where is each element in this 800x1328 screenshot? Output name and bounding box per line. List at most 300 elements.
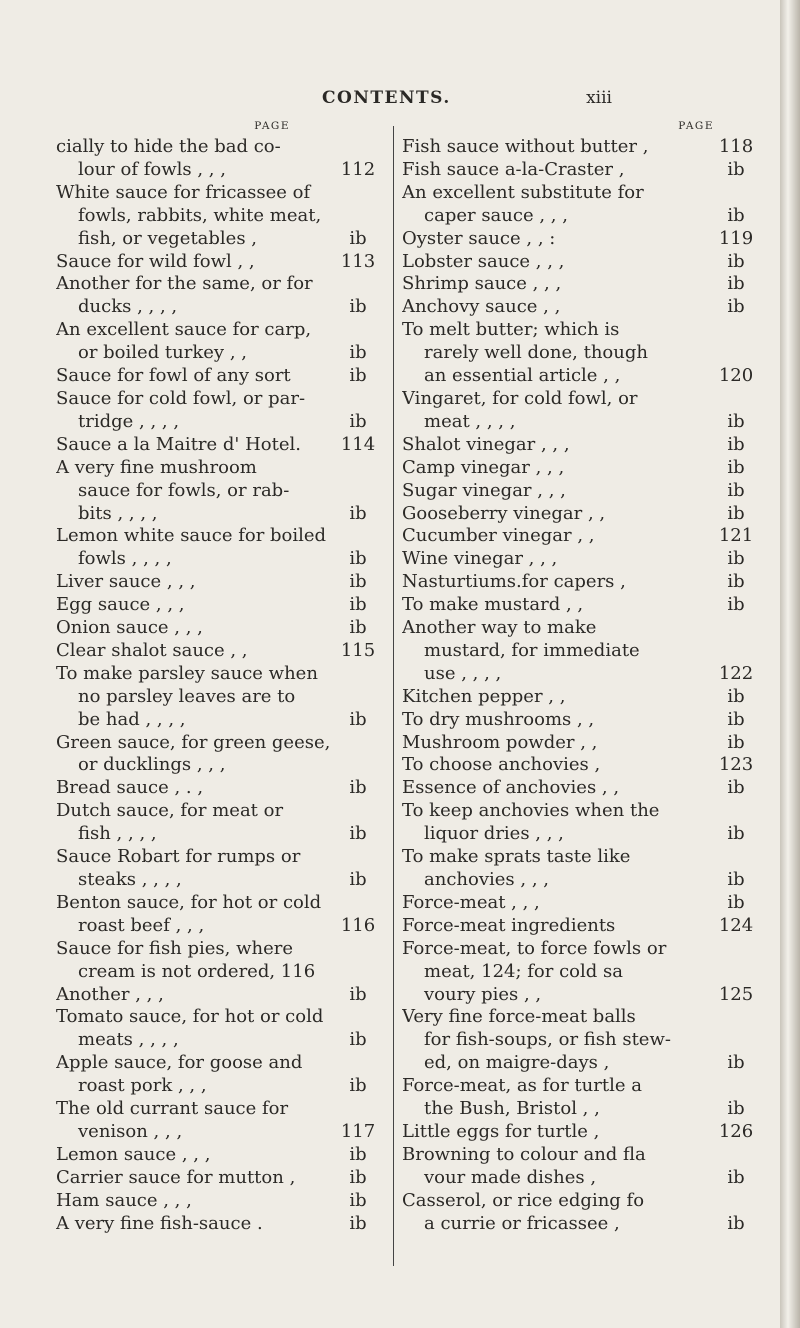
contents-entry xyxy=(402,480,772,503)
contents-entry xyxy=(402,846,772,892)
entry-page-number xyxy=(330,754,386,777)
entry-page-number: ib xyxy=(727,869,745,890)
contents-entry xyxy=(402,457,772,480)
contents-entry xyxy=(56,525,386,571)
contents-entry xyxy=(402,434,772,457)
entry-title-text: rarely well done, though xyxy=(424,342,648,364)
entry-line xyxy=(56,777,386,800)
entry-line xyxy=(402,365,772,388)
contents-entry-list xyxy=(402,136,772,1236)
entry-title-text: Force-meat , , , xyxy=(402,891,540,913)
entry-line xyxy=(56,571,386,594)
entry-line xyxy=(56,1190,386,1213)
contents-entry xyxy=(402,754,772,777)
entry-title-text: Cucumber vinegar , , xyxy=(402,525,595,547)
entry-page-number: ib xyxy=(727,891,745,913)
entry-page-number: ib xyxy=(349,571,367,593)
entry-page-number: ib xyxy=(349,365,367,387)
entry-line xyxy=(56,503,386,526)
entry-line xyxy=(56,136,386,159)
entry-title-text: Sauce for fish pies, where xyxy=(56,937,294,959)
entry-page-number: ib xyxy=(349,1143,367,1165)
entry-title-text: Very fine force-meat balls xyxy=(402,1006,636,1028)
contents-entry xyxy=(56,136,386,182)
entry-page-spacer xyxy=(700,1006,772,1029)
entry-title-text: White sauce for fricassee of xyxy=(56,181,311,203)
entry-title-text: use , , , , xyxy=(424,662,502,684)
entry-line xyxy=(56,525,386,548)
entry-page-number: 116 xyxy=(340,914,376,936)
contents-entry xyxy=(56,640,386,663)
contents-entry xyxy=(402,548,772,571)
entry-page-spacer xyxy=(700,388,772,411)
entry-line xyxy=(402,594,772,617)
running-head-page-number: xiii xyxy=(586,88,612,108)
contents-entry xyxy=(402,503,772,526)
entry-title-text: The old currant sauce for xyxy=(56,1098,289,1120)
contents-entry xyxy=(402,1144,772,1190)
entry-page-number: ib xyxy=(349,777,367,799)
contents-entry xyxy=(402,273,772,296)
entry-title-text: Clear shalot sauce , , xyxy=(56,639,248,661)
column-divider xyxy=(393,126,394,1266)
entry-line xyxy=(56,663,386,686)
entry-title-text: Sauce a la Maitre d' Hotel. xyxy=(56,433,301,455)
entry-title-text: anchovies , , , xyxy=(424,869,549,890)
entry-page-number: 126 xyxy=(718,1120,754,1142)
entry-title-text: Another for the same, or for xyxy=(56,273,313,295)
entry-page-number xyxy=(330,961,386,984)
entry-title-text: To melt butter; which is xyxy=(402,319,620,341)
entry-line xyxy=(402,457,772,480)
contents-entry xyxy=(402,228,772,251)
entry-title-text: voury pies , , xyxy=(424,983,542,1005)
entry-line xyxy=(56,273,386,296)
contents-entry xyxy=(56,1213,386,1236)
entry-title-text: Sauce for wild fowl , , xyxy=(56,250,255,272)
entry-title-text: Essence of anchovies , , xyxy=(402,777,620,799)
entry-page-number: ib xyxy=(349,617,367,639)
entry-page-number: ib xyxy=(727,594,745,616)
entry-line xyxy=(56,961,386,984)
entry-title-text: roast beef , , , xyxy=(78,914,205,936)
contents-entry xyxy=(402,1075,772,1121)
entry-title-text: Bread sauce , . , xyxy=(56,777,204,799)
entry-title-text: or boiled turkey , , xyxy=(78,342,247,364)
entry-title-text: a currie or fricassee , xyxy=(424,1212,620,1234)
entry-line xyxy=(56,319,386,342)
entry-page-number: ib xyxy=(727,685,745,707)
entry-title-text: steaks , , , , xyxy=(78,869,182,890)
entry-title-text: Shrimp sauce , , , xyxy=(402,273,562,295)
entry-page-spacer xyxy=(330,892,386,915)
entry-page-number: ib xyxy=(727,250,745,272)
entry-line xyxy=(402,182,772,205)
entry-page-spacer xyxy=(700,617,772,640)
entry-line xyxy=(56,892,386,915)
entry-line xyxy=(402,800,772,823)
entry-line xyxy=(402,777,772,800)
entry-title-text: Force-meat ingredients xyxy=(402,914,616,936)
entry-title-text: To dry mushrooms , , xyxy=(402,708,595,730)
entry-title-text: Vingaret, for cold fowl, or xyxy=(402,387,638,409)
entry-title-text: Sauce Robart for rumps or xyxy=(56,846,301,868)
entry-line xyxy=(56,251,386,274)
entry-line xyxy=(56,846,386,869)
entry-line xyxy=(56,1029,386,1052)
entry-page-spacer xyxy=(700,1144,772,1167)
entry-line xyxy=(56,1098,386,1121)
entry-title-text: fowls , , , , xyxy=(78,548,172,570)
contents-column-left xyxy=(56,120,386,1236)
entry-line xyxy=(402,686,772,709)
entry-line xyxy=(402,846,772,869)
entry-page-number: ib xyxy=(349,869,367,890)
entry-page-number: ib xyxy=(349,548,367,570)
contents-entry xyxy=(402,136,772,159)
entry-line xyxy=(402,342,772,365)
entry-page-number: ib xyxy=(727,433,745,455)
entry-line xyxy=(402,480,772,503)
entry-page-number: ib xyxy=(727,479,745,501)
contents-entry xyxy=(402,1121,772,1144)
entry-title-text: sauce for fowls, or rab- xyxy=(78,479,290,501)
entry-page-spacer xyxy=(700,182,772,205)
entry-page-number: ib xyxy=(727,296,745,318)
contents-entry xyxy=(56,800,386,846)
contents-entry xyxy=(402,525,772,548)
entry-title-text: ducks , , , , xyxy=(78,296,178,318)
entry-line xyxy=(402,1098,772,1121)
contents-entry xyxy=(402,1190,772,1236)
page-column-label: PAGE xyxy=(678,120,714,132)
entry-title-text: Fish sauce a-la-Craster , xyxy=(402,158,625,180)
entry-title-text: cially to hide the bad co- xyxy=(56,136,281,157)
contents-entry xyxy=(402,617,772,686)
entry-line xyxy=(402,709,772,732)
entry-page-number: 119 xyxy=(718,227,754,249)
entry-page-number: ib xyxy=(727,273,745,295)
contents-entry xyxy=(56,1006,386,1052)
entry-page-number: ib xyxy=(349,983,367,1005)
entry-line xyxy=(402,1121,772,1144)
entry-title-text: fish, or vegetables , xyxy=(78,227,258,249)
contents-entry xyxy=(56,846,386,892)
contents-entry xyxy=(402,251,772,274)
contents-entry xyxy=(56,777,386,800)
entry-title-text: Sauce for cold fowl, or par- xyxy=(56,387,306,409)
entry-title-text: bits , , , , xyxy=(78,502,158,524)
contents-entry-list xyxy=(56,136,386,1236)
entry-line xyxy=(56,342,386,365)
contents-entry xyxy=(56,1190,386,1213)
entry-page-number: ib xyxy=(349,823,367,845)
contents-entry xyxy=(402,800,772,846)
entry-title-text: Onion sauce , , , xyxy=(56,617,203,639)
entry-page-spacer xyxy=(700,1029,772,1052)
entry-page-number: ib xyxy=(727,548,745,570)
entry-page-number: ib xyxy=(349,1029,367,1051)
entry-page-number: 124 xyxy=(718,914,754,936)
entry-page-number: ib xyxy=(727,456,745,478)
entry-page-number: ib xyxy=(727,410,745,432)
entry-line xyxy=(56,754,386,777)
entry-line xyxy=(56,1052,386,1075)
entry-line xyxy=(402,434,772,457)
contents-entry xyxy=(56,388,386,434)
entry-title-text: Another , , , xyxy=(56,983,164,1005)
entry-line xyxy=(56,800,386,823)
entry-line xyxy=(56,548,386,571)
contents-column-right xyxy=(402,120,772,1236)
entry-line xyxy=(402,640,772,663)
entry-line xyxy=(56,915,386,938)
entry-line xyxy=(56,1144,386,1167)
entry-line xyxy=(402,984,772,1007)
entry-page-spacer xyxy=(700,961,772,984)
entry-page-number: ib xyxy=(349,342,367,364)
entry-line xyxy=(56,1167,386,1190)
entry-page-spacer xyxy=(330,1006,386,1029)
entry-line xyxy=(56,434,386,457)
contents-entry xyxy=(402,732,772,755)
entry-line xyxy=(402,525,772,548)
entry-line xyxy=(56,296,386,319)
contents-entry xyxy=(402,938,772,1007)
entry-title-text: meats , , , , xyxy=(78,1029,179,1051)
entry-page-number: 113 xyxy=(340,250,376,272)
entry-title-text: mustard, for immediate xyxy=(424,639,640,661)
entry-title-text: Mushroom powder , , xyxy=(402,731,598,753)
contents-entry xyxy=(56,457,386,526)
entry-title-text: Little eggs for turtle , xyxy=(402,1120,600,1142)
entry-title-text: Anchovy sauce , , xyxy=(402,296,561,318)
entry-page-number: ib xyxy=(727,708,745,730)
entry-page-number: 112 xyxy=(340,158,376,180)
entry-line xyxy=(402,205,772,228)
entry-title-text: An excellent sauce for carp, xyxy=(56,319,312,341)
contents-entry xyxy=(56,732,386,778)
entry-page-spacer xyxy=(700,1075,772,1098)
entry-page-number: 125 xyxy=(718,983,754,1005)
entry-line xyxy=(402,296,772,319)
entry-page-number: 123 xyxy=(718,754,754,776)
entry-page-number: ib xyxy=(727,1098,745,1120)
contents-entry xyxy=(56,434,386,457)
entry-title-text: or ducklings , , , xyxy=(78,754,226,776)
contents-entry xyxy=(402,319,772,388)
entry-page-spacer xyxy=(700,342,772,365)
entry-title-text: Camp vinegar , , , xyxy=(402,456,565,478)
entry-line xyxy=(402,503,772,526)
entry-title-text: Oyster sauce , , : xyxy=(402,227,556,249)
running-head xyxy=(0,88,780,112)
entry-title-text: To make sprats taste like xyxy=(402,846,631,868)
entry-page-number: 117 xyxy=(340,1120,376,1142)
entry-line xyxy=(402,823,772,846)
entry-page-spacer xyxy=(330,525,386,548)
entry-line xyxy=(402,228,772,251)
running-head-title: CONTENTS. xyxy=(322,88,451,108)
contents-entry xyxy=(402,159,772,182)
entry-page-number: ib xyxy=(349,1212,367,1234)
entry-line xyxy=(402,136,772,159)
entry-line xyxy=(56,938,386,961)
entry-page-number: 114 xyxy=(340,433,376,455)
entry-page-number: ib xyxy=(727,1166,745,1188)
entry-page-number: 118 xyxy=(718,136,754,157)
entry-line xyxy=(56,1121,386,1144)
entry-line xyxy=(402,1167,772,1190)
entry-line xyxy=(402,251,772,274)
entry-line xyxy=(56,617,386,640)
entry-line xyxy=(56,823,386,846)
contents-entry xyxy=(56,273,386,319)
entry-title-text: Dutch sauce, for meat or xyxy=(56,800,284,822)
entry-line xyxy=(402,571,772,594)
entry-page-spacer xyxy=(330,1098,386,1121)
entry-line xyxy=(56,1213,386,1236)
contents-entry xyxy=(56,892,386,938)
entry-line xyxy=(402,732,772,755)
entry-title-text: Ham sauce , , , xyxy=(56,1189,192,1211)
entry-line xyxy=(402,938,772,961)
entry-title-text: Force-meat, to force fowls or xyxy=(402,937,667,959)
contents-entry xyxy=(56,1052,386,1098)
contents-entry xyxy=(402,594,772,617)
contents-entry xyxy=(402,892,772,915)
contents-entry xyxy=(56,984,386,1007)
entry-title-text: Force-meat, as for turtle a xyxy=(402,1075,642,1097)
entry-page-spacer xyxy=(330,686,386,709)
entry-page-spacer xyxy=(330,663,386,686)
entry-title-text: Another way to make xyxy=(402,617,597,639)
entry-line xyxy=(402,617,772,640)
entry-page-spacer xyxy=(330,480,386,503)
contents-entry xyxy=(402,709,772,732)
entry-title-text: Kitchen pepper , , xyxy=(402,685,566,707)
entry-line xyxy=(56,182,386,205)
entry-title-text: Tomato sauce, for hot or cold xyxy=(56,1006,324,1028)
entry-line xyxy=(56,869,386,892)
contents-entry xyxy=(402,388,772,434)
contents-entry xyxy=(56,617,386,640)
entry-line xyxy=(56,411,386,434)
entry-title-text: Sugar vinegar , , , xyxy=(402,479,566,501)
entry-page-number: ib xyxy=(727,1052,745,1074)
entry-page-number: ib xyxy=(727,823,745,845)
entry-page-spacer xyxy=(330,457,386,480)
entry-title-text: vour made dishes , xyxy=(424,1166,597,1188)
entry-line xyxy=(402,1213,772,1236)
entry-page-spacer xyxy=(700,640,772,663)
entry-line xyxy=(402,1052,772,1075)
entry-title-text: fowls, rabbits, white meat, xyxy=(78,204,322,226)
contents-entry xyxy=(56,663,386,732)
entry-page-number: ib xyxy=(727,777,745,799)
entry-line xyxy=(56,984,386,1007)
entry-line xyxy=(56,1006,386,1029)
entry-line xyxy=(56,640,386,663)
entry-line xyxy=(402,159,772,182)
contents-entry xyxy=(56,594,386,617)
entry-page-number: ib xyxy=(349,1075,367,1097)
entry-page-number: ib xyxy=(349,594,367,616)
entry-title-text: Sauce for fowl of any sort xyxy=(56,365,291,387)
entry-page-number: ib xyxy=(349,502,367,524)
entry-page-spacer xyxy=(700,846,772,869)
entry-page-number: ib xyxy=(727,731,745,753)
entry-line xyxy=(402,548,772,571)
contents-entry xyxy=(402,915,772,938)
contents-entry xyxy=(56,571,386,594)
contents-entry xyxy=(402,571,772,594)
entry-line xyxy=(402,1006,772,1029)
entry-line xyxy=(56,365,386,388)
entry-title-text: Benton sauce, for hot or cold xyxy=(56,891,322,913)
page-edge xyxy=(780,0,800,1328)
entry-title-text: To make mustard , , xyxy=(402,594,584,616)
entry-line xyxy=(402,663,772,686)
entry-title-text: Gooseberry vinegar , , xyxy=(402,502,606,524)
entry-title-text: fish , , , , xyxy=(78,823,157,845)
entry-page-spacer xyxy=(700,1190,772,1213)
entry-page-number: ib xyxy=(727,158,745,180)
entry-title-text: A very fine mushroom xyxy=(56,456,257,478)
contents-entry xyxy=(56,251,386,274)
entry-page-number: ib xyxy=(349,1166,367,1188)
entry-line xyxy=(402,961,772,984)
entry-title-text: Carrier sauce for mutton , xyxy=(56,1166,296,1188)
entry-page-spacer xyxy=(330,1052,386,1075)
contents-entry xyxy=(56,1144,386,1167)
entry-line xyxy=(56,709,386,732)
entry-line xyxy=(402,1029,772,1052)
entry-title-text: meat, 124; for cold sa xyxy=(424,960,623,982)
contents-entry xyxy=(402,1006,772,1075)
contents-entry xyxy=(56,182,386,251)
entry-title-text: To make parsley sauce when xyxy=(56,662,318,684)
entry-title-text: Shalot vinegar , , , xyxy=(402,433,570,455)
entry-title-text: an essential article , , xyxy=(424,365,621,387)
entry-page-number: 120 xyxy=(718,365,754,387)
entry-title-text: roast pork , , , xyxy=(78,1075,207,1097)
entry-title-text: Lobster sauce , , , xyxy=(402,250,565,272)
entry-page-spacer xyxy=(700,319,772,342)
entry-title-text: no parsley leaves are to xyxy=(78,685,296,707)
entry-title-text: Lemon sauce , , , xyxy=(56,1143,211,1165)
entry-line xyxy=(56,457,386,480)
entry-title-text: Wine vinegar , , , xyxy=(402,548,558,570)
entry-title-text: ed, on maigre-days , xyxy=(424,1052,610,1074)
entry-line xyxy=(56,228,386,251)
entry-line xyxy=(56,732,386,755)
entry-title-text: the Bush, Bristol , , xyxy=(424,1098,600,1120)
contents-entry xyxy=(402,182,772,228)
entry-title-text: Apple sauce, for goose and xyxy=(56,1052,303,1074)
entry-page-spacer xyxy=(700,938,772,961)
entry-page-spacer xyxy=(330,846,386,869)
contents-entry xyxy=(56,1098,386,1144)
entry-page-number: 115 xyxy=(340,639,376,661)
entry-page-number: ib xyxy=(349,227,367,249)
entry-line xyxy=(402,754,772,777)
entry-page-number: ib xyxy=(349,708,367,730)
contents-entry xyxy=(56,365,386,388)
entry-title-text: Egg sauce , , , xyxy=(56,594,185,616)
entry-line xyxy=(56,205,386,228)
entry-page-spacer xyxy=(330,136,386,159)
